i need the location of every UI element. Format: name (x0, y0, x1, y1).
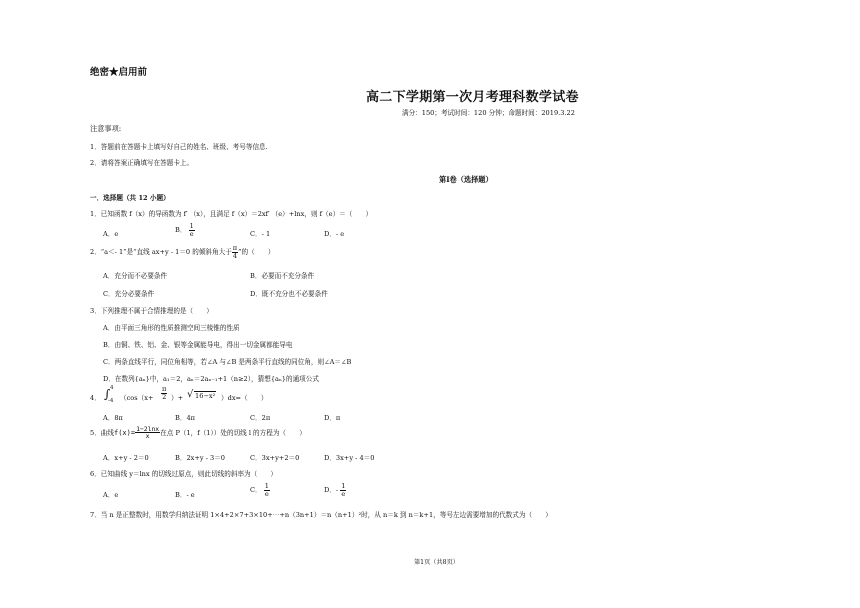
q5-option-a: A．x+y - 2＝0 (103, 454, 149, 462)
q3-option-b: B．由铜、铁、铝、金、银等金属能导电，得出一切金属都能导电 (103, 341, 293, 349)
q2-option-d: D．既不充分也不必要条件 (250, 290, 328, 298)
q2-option-c: C．充分必要条件 (103, 290, 155, 298)
fraction (189, 223, 195, 237)
exam-title: 高二下学期第一次月考理科数学试卷 (366, 90, 579, 105)
q6-option-a: A．e (103, 491, 119, 499)
q3-option-c: C．两条直线平行，同位角相等，若∠A 与∠B 是两条平行直线的同位角，则∠A＝∠B (103, 358, 352, 366)
q6-option-b: B．- e (175, 491, 195, 499)
stem-text: 5．曲线 (90, 428, 114, 437)
q4-option-c: C．2π (250, 414, 271, 422)
stem-text: ”的（ ） (238, 248, 275, 257)
exam-info: 满分：150；考试时间：120 分钟；命题时间：2019.3.22 (402, 109, 575, 117)
question-6-stem: 6．已知曲线 y＝lnx 的切线过原点，则此切线的斜率为（ ） (90, 470, 278, 478)
fraction-numerator: 1 (264, 482, 269, 490)
notes-title: 注意事项: (90, 124, 122, 133)
integral-upper-limit: 4 (110, 385, 114, 391)
fraction (264, 483, 270, 497)
integrand-text: ）+ (171, 394, 184, 402)
note-item: 1．答题前在答题卡上填写好自己的姓名、班级、考号等信息. (90, 143, 268, 151)
stem-text: 2．“a＜- 1”是“直线 ax+y - 1＝0 的倾斜角大于 (90, 248, 232, 257)
fraction (161, 386, 167, 400)
fraction-denominator: e (341, 489, 346, 498)
stem-text: 在点 P（1，f（1））处的切线 l 的方程为（ ） (160, 428, 306, 437)
integrand-text: （cos（x+ (120, 394, 154, 402)
q2-option-b: B．必要而不充分条件 (250, 272, 315, 280)
fraction-numerator: π (232, 244, 238, 252)
fraction-denominator: e (264, 489, 269, 498)
q4-option-a: A．8π (103, 414, 123, 422)
q1-option-c: C．- 1 (250, 230, 271, 238)
question-2-stem (90, 245, 274, 259)
question-5-stem (90, 426, 306, 440)
sqrt-radicand: 16−x² (195, 392, 216, 400)
q5-option-c: C．3x+y+2＝0 (250, 454, 300, 462)
q3-option-a: A．由平面三角形的性质推测空间三棱锥的性质 (103, 324, 240, 332)
confidential-label: 绝密★启用前 (90, 67, 148, 78)
section-title: 一．选择题（共 12 小题） (90, 194, 170, 202)
integrand-text: ）dx=（ ） (221, 394, 268, 402)
question-number: 4． (90, 394, 101, 402)
fraction-numerator: π (162, 385, 167, 393)
q1-option-a: A．e (103, 230, 119, 238)
fraction-denominator: e (189, 229, 194, 238)
fraction (340, 483, 346, 497)
fraction-numerator: 1−2lnx (136, 425, 160, 433)
fraction (135, 426, 160, 440)
q1-option-d: D．- e (324, 230, 345, 238)
fraction-denominator: x (145, 432, 150, 441)
q6-option-c (250, 483, 270, 497)
note-item: 2．请将答案正确填写在答题卡上。 (90, 159, 194, 167)
q6-option-d (324, 483, 346, 497)
q1-option-b (175, 223, 195, 237)
q4-option-b: B．4π (175, 414, 195, 422)
fraction-denominator: 4 (232, 251, 238, 260)
option-label: D．- (324, 486, 339, 495)
question-3-stem: 3．下列推理不属于合情推理的是（ ） (90, 307, 213, 315)
volume-title: 第Ⅰ卷（选择题） (439, 175, 493, 184)
integral-sign: ∫ (104, 387, 111, 401)
option-label: C． (250, 486, 262, 495)
sqrt-sign: √ (187, 389, 194, 400)
q5-option-d: D．3x+y - 4＝0 (324, 454, 375, 462)
q3-option-d: D．在数列{aₙ}中，a₁＝2，aₙ＝2aₙ₋₁+1（n≥2），猜想{aₙ}的通项公式 (103, 375, 319, 383)
function-label: f(x)= (113, 428, 136, 437)
fraction-numerator: 1 (189, 222, 194, 230)
question-1-stem: 1．已知函数 f（x）的导函数为 f′ （x），且满足 f（x）＝2xf′ （e）+lnx，则 f（e）＝（ ） (90, 210, 373, 218)
question-7-stem: 7．当 n 是正整数时，用数学归纳法证明 1×4+2×7+3×10+⋯+n（3n+1）＝n（n+1）²时，从 n＝k 到 n＝k+1，等号左边需要增加的代数式为（ ） (90, 511, 552, 519)
q4-option-d: D．π (324, 414, 341, 422)
q2-option-a: A．充分而不必要条件 (103, 272, 168, 280)
page-footer: 第1页（共8页） (414, 559, 459, 566)
integral-lower-limit: -4 (108, 398, 114, 404)
q5-option-b: B．2x+y - 3＝0 (175, 454, 226, 462)
option-label: B． (175, 226, 187, 235)
fraction-numerator: 1 (341, 482, 346, 490)
fraction-denominator: 2 (162, 392, 167, 401)
